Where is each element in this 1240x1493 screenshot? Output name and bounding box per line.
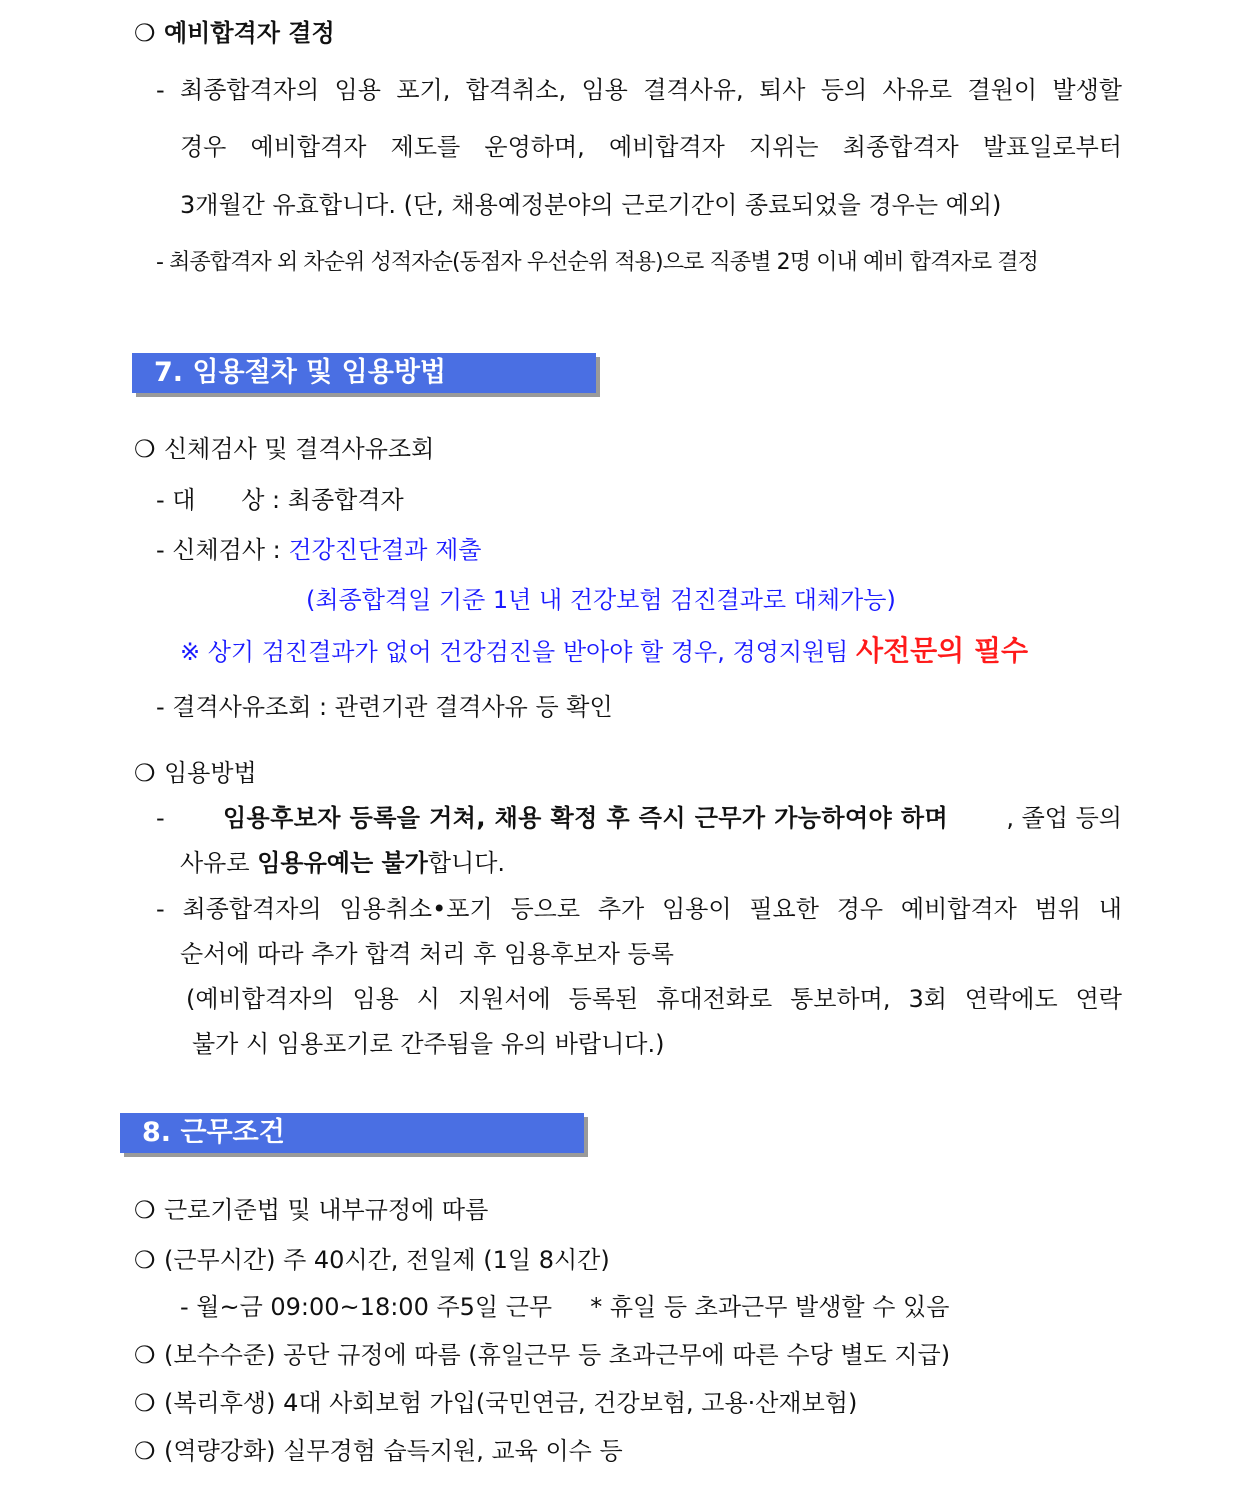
condition-4: ❍ (복리후생) 4대 사회보험 가입(국민연금, 건강보험, 고용·산재보험): [134, 1389, 858, 1417]
condition-2-sub: - 월~금 09:00~18:00 주5일 근무 * 휴일 등 초과근무 발생할 수 있음: [180, 1293, 950, 1321]
circle-bullet-icon: ❍: [134, 435, 156, 463]
method-para1-line1: [156, 803, 1122, 833]
reserve-para1-line3: 3개월간 유효합니다. (단, 채용예정분야의 근로기간이 종료되었을 경우는 예외): [180, 191, 1002, 219]
disqualification-check: - 결격사유조회 : 관련기관 결격사유 등 확인: [156, 693, 613, 721]
deferral-not-allowed: 임용유예는 불가: [257, 849, 428, 877]
method-para1-bold: 임용후보자 등록을 거쳐, 채용 확정 후 즉시 근무가 가능하여야 하며: [222, 804, 949, 832]
exam-value: 건강진단결과 제출: [288, 536, 482, 564]
condition-3: ❍ (보수수준) 공단 규정에 따름 (휴일근무 등 초과근무에 따른 수당 별도 지급): [134, 1341, 951, 1369]
method-para1-rest: , 졸업 등의: [1006, 804, 1122, 832]
method-para1-line2: 사유로 임용유예는 불가합니다.: [180, 849, 506, 877]
notice-row: [180, 636, 1028, 667]
circle-bullet-icon: ❍: [134, 1437, 156, 1465]
exam-note: (최종합격일 기준 1년 내 건강보험 검진결과로 대체가능): [306, 586, 896, 614]
target-row: [156, 485, 404, 515]
method-para2-line3: (예비합격자의 임용 시 지원서에 등록된 휴대전화로 통보하며, 3회 연락에도 연락: [186, 985, 1122, 1013]
section8-header: 8. 근무조건: [120, 1113, 584, 1153]
circle-bullet-icon: ❍: [134, 759, 156, 787]
reserve-para1-line1: - 최종합격자의 임용 포기, 합격취소, 임용 결격사유, 퇴사 등의 사유로 결원이 발생할: [156, 76, 1122, 104]
method-title: ❍ 임용방법: [134, 759, 257, 787]
section7-header: 7. 임용절차 및 임용방법: [132, 353, 596, 393]
notice-text: ※ 상기 검진결과가 없어 건강검진을 받아야 할 경우, 경영지원팀: [180, 638, 849, 666]
reserve-title: ❍ 예비합격자 결정: [134, 19, 335, 47]
circle-bullet-icon: ❍: [134, 1246, 156, 1274]
method-para2-line1: - 최종합격자의 임용취소•포기 등으로 추가 임용이 필요한 경우 예비합격자 범위 내: [156, 895, 1122, 923]
target-label: - 대 상 :: [156, 486, 281, 514]
method-para2-line2: 순서에 따라 추가 합격 처리 후 임용후보자 등록: [180, 940, 674, 968]
condition-5: ❍ (역량강화) 실무경험 습득지원, 교육 이수 등: [134, 1437, 623, 1465]
exam-label: - 신체검사 :: [156, 536, 281, 564]
dash-icon: -: [156, 804, 165, 832]
target-value: 최종합격자: [287, 486, 404, 514]
exam-row: [156, 535, 482, 565]
condition-1: ❍ 근로기준법 및 내부규정에 따름: [134, 1196, 489, 1224]
condition-2: ❍ (근무시간) 주 40시간, 전일제 (1일 8시간): [134, 1246, 610, 1274]
notice-emphasis: 사전문의 필수: [856, 634, 1029, 667]
reserve-para2: - 최종합격자 외 차순위 성적자순(동점자 우선순위 적용)으로 직종별 2명 이내 예비 합격자로 결정: [156, 250, 1038, 275]
circle-bullet-icon: ❍: [134, 1341, 156, 1369]
circle-bullet-icon: ❍: [134, 1196, 156, 1224]
circle-bullet-icon: ❍: [134, 19, 156, 47]
method-para2-line4: 불가 시 임용포기로 간주됨을 유의 바랍니다.): [192, 1030, 665, 1058]
reserve-para1-line2: 경우 예비합격자 제도를 운영하며, 예비합격자 지위는 최종합격자 발표일로부터: [180, 133, 1122, 161]
circle-bullet-icon: ❍: [134, 1389, 156, 1417]
check-title: ❍ 신체검사 및 결격사유조회: [134, 435, 435, 463]
